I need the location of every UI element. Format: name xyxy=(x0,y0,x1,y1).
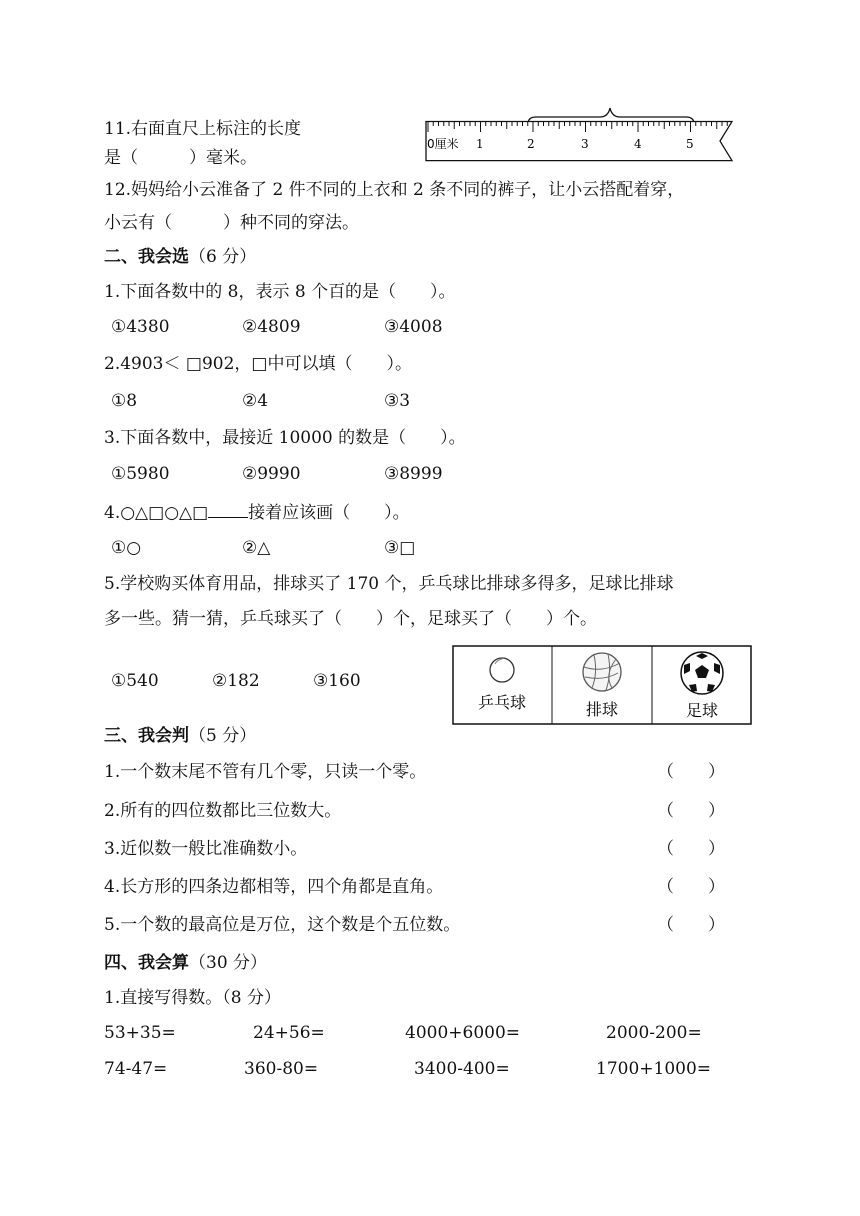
picture-label-ping-pong: 乒乓球 xyxy=(477,693,527,712)
calc-r2-c4: 1700+1000= xyxy=(596,1059,712,1079)
s2-q2-option-3: ③3 xyxy=(384,391,411,411)
calc-r1-c2: 24+56= xyxy=(253,1023,325,1043)
s3-item-4-answer-paren: （ ） xyxy=(657,877,725,897)
section4-heading xyxy=(104,951,267,975)
s2-q5-text-line2: 多一些。猜一猜，乒乓球买了（ ）个，足球买了（ ）个。 xyxy=(104,609,597,629)
s2-q1-option-3: ③4008 xyxy=(384,317,443,337)
calc-r2-c1: 74-47= xyxy=(104,1059,168,1079)
calc-r2-c2: 360-80= xyxy=(244,1059,319,1079)
section2-heading xyxy=(104,245,256,269)
ruler-label-5: 5 xyxy=(686,137,694,151)
s3-item-4: 4.长方形的四条边都相等，四个角都是直角。 xyxy=(104,877,444,897)
s2-q4-text-before: 4.○△□○△□ xyxy=(104,503,209,523)
picture-label-volleyball: 排球 xyxy=(585,700,619,719)
ping-pong-ball-icon xyxy=(490,658,514,682)
balls-picture xyxy=(452,645,752,725)
s3-item-2-answer-paren: （ ） xyxy=(657,801,725,821)
section2-title: 二、我会选 xyxy=(104,247,189,267)
section3-heading xyxy=(104,724,256,748)
s2-q5-option-2: ②182 xyxy=(212,671,260,691)
s3-item-2: 2.所有的四位数都比三位数大。 xyxy=(104,801,342,821)
calc-r1-c3: 4000+6000= xyxy=(405,1023,521,1043)
picture-label-soccer: 足球 xyxy=(685,701,719,720)
s2-q4-option-3: ③□ xyxy=(384,538,416,558)
q12-text-line1: 12.妈妈给小云准备了 2 件不同的上衣和 2 条不同的裤子，让小云搭配着穿， xyxy=(104,180,685,200)
s2-q5-option-3: ③160 xyxy=(313,671,361,691)
section4-title: 四、我会算 xyxy=(104,953,189,973)
s2-q3-option-2: ②9990 xyxy=(242,464,301,484)
s3-item-5-answer-paren: （ ） xyxy=(657,915,725,935)
s3-item-5: 5.一个数的最高位是万位，这个数是个五位数。 xyxy=(104,915,461,935)
q11-text-line2: 是（ ）毫米。 xyxy=(104,148,257,168)
ruler-label-2: 2 xyxy=(527,137,535,151)
ruler-label-3: 3 xyxy=(581,137,589,151)
soccer-ball-icon xyxy=(681,652,723,694)
calc-r2-c3: 3400-400= xyxy=(414,1059,510,1079)
s2-q2-option-1: ①8 xyxy=(111,391,138,411)
s2-q4-text xyxy=(104,499,410,525)
section4-score: （30 分） xyxy=(189,953,268,973)
calc-r1-c4: 2000-200= xyxy=(606,1023,702,1043)
s2-q3-text: 3.下面各数中，最接近 10000 的数是（ ）。 xyxy=(104,428,466,448)
s2-q4-blank-line xyxy=(208,499,248,518)
s2-q1-option-1: ①4380 xyxy=(111,317,170,337)
section2-score: （6 分） xyxy=(189,247,257,267)
ruler-figure xyxy=(424,104,738,164)
ruler-label-1: 1 xyxy=(476,137,484,151)
s4-sub1-text: 1.直接写得数。（8 分） xyxy=(104,988,281,1008)
q12-text-line2: 小云有（ ）种不同的穿法。 xyxy=(104,213,359,233)
s3-item-3: 3.近似数一般比准确数小。 xyxy=(104,839,308,859)
s3-item-1: 1.一个数末尾不管有几个零，只读一个零。 xyxy=(104,762,427,782)
section3-score: （5 分） xyxy=(189,726,257,746)
ruler-label-0: 0厘米 xyxy=(427,137,459,151)
q11-text-line1: 11.右面直尺上标注的长度 xyxy=(104,119,302,139)
s2-q2-text: 2.4903＜ □902，□中可以填（ ）。 xyxy=(104,354,412,374)
s2-q4-option-2: ②△ xyxy=(242,538,271,558)
volleyball-icon xyxy=(583,653,621,691)
s2-q1-option-2: ②4809 xyxy=(242,317,301,337)
s3-item-3-answer-paren: （ ） xyxy=(657,839,725,859)
section3-title: 三、我会判 xyxy=(104,726,189,746)
s2-q4-text-after: 接着应该画（ ）。 xyxy=(248,503,410,523)
calc-r1-c1: 53+35= xyxy=(104,1023,176,1043)
s2-q1-text: 1.下面各数中的 8，表示 8 个百的是（ ）。 xyxy=(104,282,456,302)
ruler-label-4: 4 xyxy=(634,137,642,151)
s2-q5-text-line1: 5.学校购买体育用品，排球买了 170 个，乒乓球比排球多得多，足球比排球 xyxy=(104,574,674,594)
s2-q4-option-1: ①○ xyxy=(111,538,142,558)
s2-q2-option-2: ②4 xyxy=(242,391,269,411)
s2-q5-option-1: ①540 xyxy=(111,671,159,691)
s2-q3-option-1: ①5980 xyxy=(111,464,170,484)
s3-item-1-answer-paren: （ ） xyxy=(657,762,725,782)
s2-q3-option-3: ③8999 xyxy=(384,464,443,484)
